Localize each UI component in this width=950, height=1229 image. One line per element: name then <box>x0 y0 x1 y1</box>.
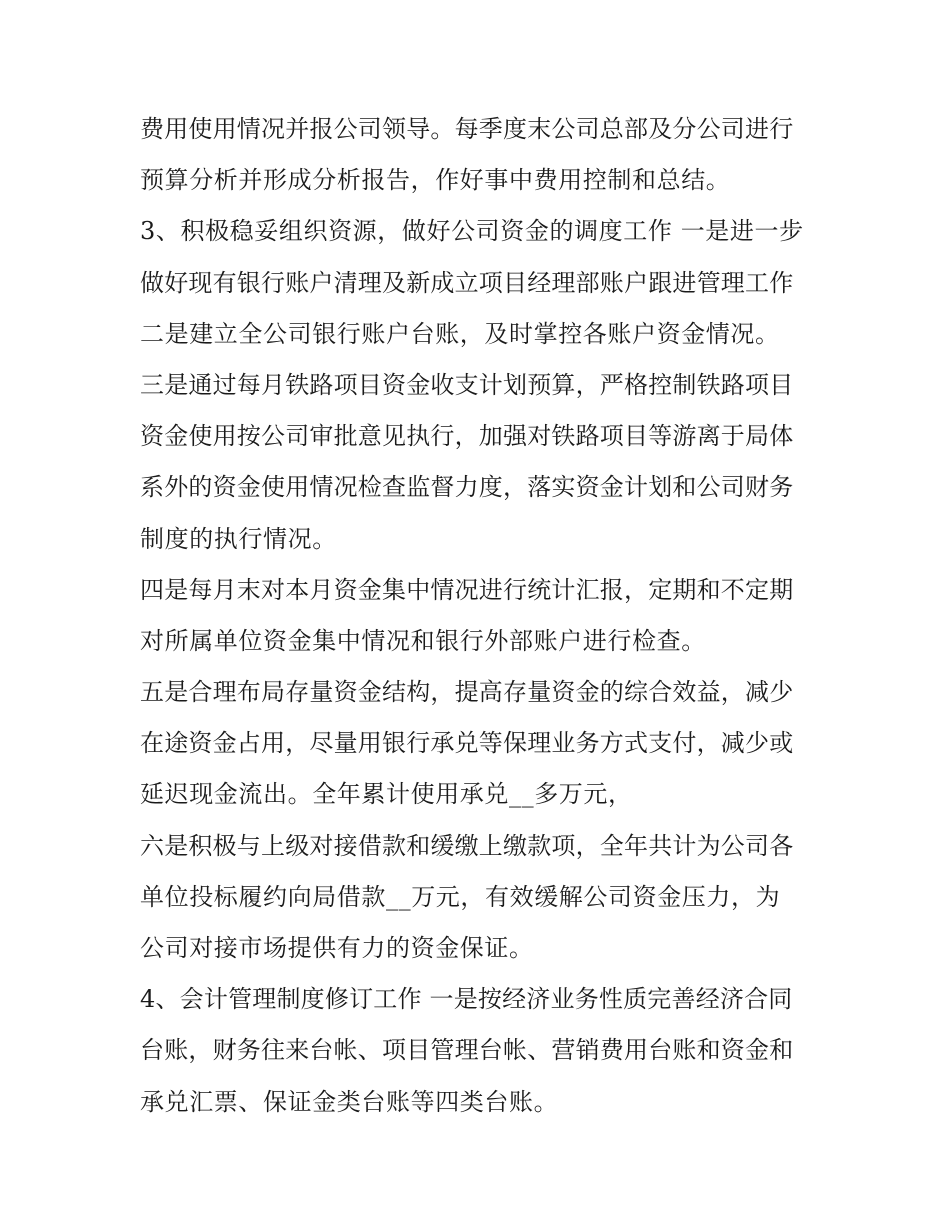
text-line: 二是建立全公司银行账户台账，及时掌控各账户资金情况。 <box>140 319 780 348</box>
text-line: 做好现有银行账户清理及新成立项目经理部账户跟进管理工作 <box>140 268 794 297</box>
text-line: 在途资金占用，尽量用银行承兑等保理业务方式支付，减少或 <box>140 729 794 758</box>
text-line: 3、积极稳妥组织资源，做好公司资金的调度工作 一是进一步 <box>140 217 804 246</box>
document-body <box>140 104 820 1128</box>
text-line: 三是通过每月铁路项目资金收支计划预算，严格控制铁路项目 <box>140 370 794 399</box>
text-line: 四是每月末对本月资金集中情况进行统计汇报，定期和不定期 <box>140 575 794 604</box>
text-line: 公司对接市场提供有力的资金保证。 <box>140 934 534 962</box>
text-line: 4、会计管理制度修订工作 一是按经济业务性质完善经济合同 <box>140 985 793 1014</box>
text-line: 承兑汇票、保证金类台账等四类台账。 <box>140 1087 559 1116</box>
text-line: 五是合理布局存量资金结构，提高存量资金的综合效益，减少 <box>140 678 794 707</box>
text-line: 台账，财务往来台帐、项目管理台帐、营销费用台账和资金和 <box>140 1036 794 1065</box>
text-line: 费用使用情况并报公司领导。每季度末公司总部及分公司进行 <box>140 115 794 143</box>
text-line: 系外的资金使用情况检查监督力度，落实资金计划和公司财务 <box>140 473 794 502</box>
text-line: 单位投标履约向局借款__万元，有效缓解公司资金压力，为 <box>140 882 781 911</box>
text-line: 对所属单位资金集中情况和银行外部账户进行检查。 <box>140 626 706 655</box>
text-line: 延迟现金流出。全年累计使用承兑__多万元， <box>140 780 633 809</box>
text-line: 制度的执行情况。 <box>140 524 337 553</box>
text-line: 六是积极与上级对接借款和缓缴上缴款项，全年共计为公司各 <box>140 831 794 860</box>
text-line: 预算分析并形成分析报告，作好事中费用控制和总结。 <box>140 166 731 195</box>
text-line: 资金使用按公司审批意见执行，加强对铁路项目等游离于局体 <box>140 422 794 451</box>
